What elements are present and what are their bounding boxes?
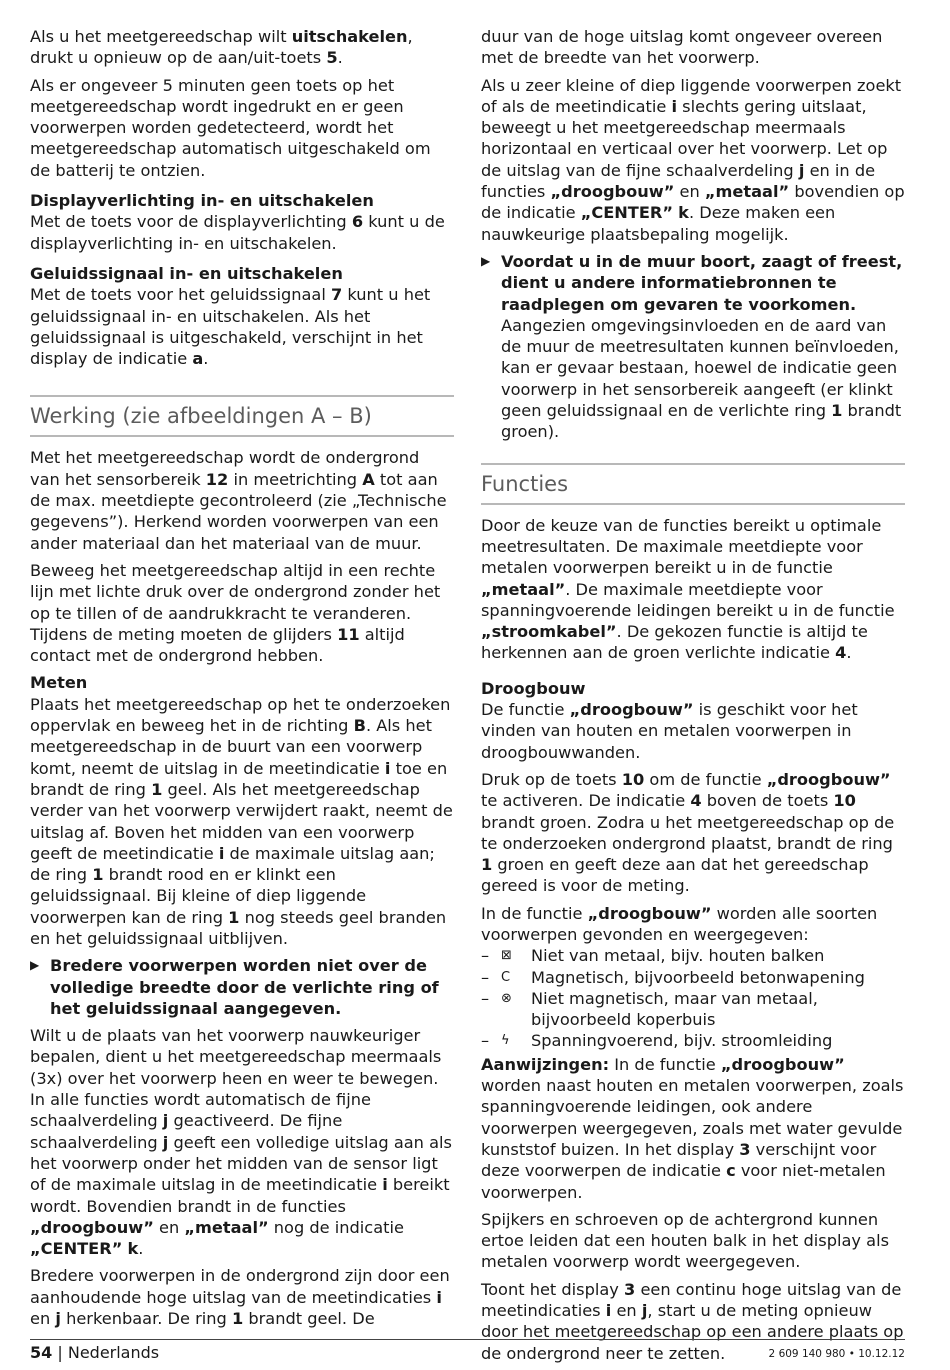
heading-droogbouw: Droogbouw	[481, 678, 586, 698]
paragraph-droogbouw-geschikt: De functie „droogbouw” is geschikt voor het vinden van houten en metalen voorwerpen in droogbouwwanden.	[481, 700, 858, 762]
list-item: – ⊠ Niet van metaal, bijv. houten balken	[481, 946, 825, 966]
live-wire-icon: ϟ	[501, 1033, 510, 1049]
section-werking	[30, 395, 454, 437]
paragraph-duur: duur van de hoge uitslag komt ongeveer overeen met de breedte van het voorwerp.	[481, 27, 883, 68]
footer-separator: |	[57, 1343, 63, 1362]
paragraph-werking-intro: Met het meetgereedschap wordt de ondergrond van het sensorbereik 12 in meetrichting A tot aan de max. meetdiepte gecontroleerd (zie „Technische gegevens”). Herkend worden voorwerpen van een ander materiaal dan het materiaal van de muur.	[30, 448, 447, 553]
section-functies	[481, 463, 905, 505]
list-item: – C Magnetisch, bijvoorbeeld betonwapening	[481, 967, 865, 987]
paragraph-kleine-voorwerpen: Als u zeer kleine of diep liggende voorwerpen zoekt of als de meetindicatie i slechts gering uitslaat, beweegt u het meetgereedschap meermaals horizontaal en verticaal over het voorwerp. Let op de uitslag van de fijne schaalverdeling j en in de functies „droogbouw” en „metaal” bovendien op de indicatie „CENTER” k. Deze maken een nauwkeurige plaatsbepaling mogelijk.	[481, 75, 905, 244]
paragraph-continu-hoge-uitslag: Toont het display 3 een continu hoge uitslag van de meetindicaties i en j, start u de meting opnieuw door het meetgereedschap op een andere plaats op de ondergrond neer te zetten.	[481, 1279, 904, 1363]
non-metal-icon: ⊠	[501, 948, 512, 964]
paragraph-displayverlichting: Met de toets voor de displayverlichting 6 kunt u de displayverlichting in- en uitschakelen.	[30, 212, 445, 253]
footer-page-info	[30, 1343, 159, 1363]
heading-geluidssignaal: Geluidssignaal in- en uitschakelen	[30, 263, 343, 283]
object-type-list	[481, 945, 905, 1051]
paragraph-functies-intro: Door de keuze van de functies bereikt u optimale meetresultaten. De maximale meetdiepte voor metalen voorwerpen bereikt u in de functie „metaal”. De maximale meetdiepte voor spanningvoerende leidingen bereikt u in de functie „stroomkabel”. De gekozen functie is altijd te herkennen aan de groen verlichte indicatie 4.	[481, 515, 895, 663]
list-item: – ϟ Spanningvoerend, bijv. stroomleiding	[481, 1031, 833, 1051]
paragraph-aanwijzingen: Aanwijzingen: In de functie „droogbouw” worden naast houten en metalen voorwerpen, zoals spanningvoerende leidingen, ook andere voorwerpen weergegeven, zoals met water gevulde kunststof buizen. In het display 3 verschijnt voor deze voorwerpen de indicatie c voor niet-metalen voorwerpen.	[481, 1054, 904, 1202]
paragraph-droogbouw-soorten: In de functie „droogbouw” worden alle soorten voorwerpen gevonden en weergegeven:	[481, 903, 878, 944]
section-title-werking: Werking (zie afbeeldingen A – B)	[30, 404, 372, 429]
heading-meten: Meten	[30, 673, 88, 693]
heading-displayverlichting: Displayverlichting in- en uitschakelen	[30, 191, 374, 211]
page-number: 54	[30, 1343, 53, 1362]
paragraph-auto-off: Als er ongeveer 5 minuten geen toets op het meetgereedschap wordt ingedrukt en er geen voorwerpen worden gedetecteerd, wordt het meetgereedschap automatisch uitgeschakeld om de batterij te ontzien.	[30, 75, 431, 180]
section-title-functies: Functies	[481, 471, 569, 496]
paragraph-bewegen: Beweeg het meetgereedschap altijd in een rechte lijn met lichte druk over de ondergrond zonder het op te tillen of de aandrukkracht te veranderen. Tijdens de meting moeten de glijders 11 altijd contact met de ondergrond hebben.	[30, 560, 441, 666]
paragraph-spijkers: Spijkers en schroeven op de achtergrond kunnen ertoe leiden dat een houten balk in het display als metalen voorwerp wordt weergegeven.	[481, 1209, 890, 1272]
right-column	[481, 26, 905, 1370]
arrow-icon: ▶	[481, 253, 491, 268]
paragraph-bredere: Bredere voorwerpen in de ondergrond zijn door een aanhoudende hoge uitslag van de meetindicaties i en j herkenbaar. De ring 1 brandt geel. De	[30, 1266, 450, 1329]
warning-bredere-voorwerpen: ▶ Bredere voorwerpen worden niet over de volledige breedte door de verlichte ring of het geluidssignaal aangegeven.	[30, 956, 439, 1018]
magnetic-icon: C	[501, 969, 511, 985]
paragraph-meten: Plaats het meetgereedschap op het te onderzoeken oppervlak en beweeg het in de richting B. Als het meetgereedschap in de buurt van een voorwerp komt, neemt de uitslag in de meetindicatie i toe en brandt de ring 1 geel. Als het meetgereedschap verder van het voorwerp verwijdert raakt, neemt de uitslag af. Boven het midden van een voorwerp geeft de meetindicatie i de maximale uitslag aan; de ring 1 brandt rood en er klinkt een geluidssignaal. Bij kleine of diep liggende voorwerpen kan de ring 1 nog steeds geel branden en het geluidssignaal uitblijven.	[30, 694, 453, 948]
paragraph-nauwkeuriger: Wilt u de plaats van het voorwerp nauwkeuriger bepalen, dient u het meetgereedschap meermaals (3x) over het voorwerp heen en weer te bewegen. In alle functies wordt automatisch de fijne schaalverdeling j geactiveerd. De fijne schaalverdeling j geeft een volledige uitslag aan als het voorwerp onder het midden van de sensor ligt of de maximale uitslag in de meetindicatie i bereikt wordt. Bovendien brandt in de functies „droogbouw” en „metaal” nog de indicatie „CENTER” k.	[30, 1026, 452, 1259]
paragraph-droogbouw-activeren: Druk op de toets 10 om de functie „droogbouw” te activeren. De indicatie 4 boven de toets 10 brandt groen. Zodra u het meetgereedschap op de te onderzoeken ondergrond plaatst, brandt de ring 1 groen en geeft deze aan dat het gereedschap gereed is voor de meting.	[481, 769, 895, 896]
footer-divider	[30, 1339, 905, 1340]
footer-docref: 2 609 140 980 • 10.12.12	[768, 1348, 905, 1360]
paragraph-uitschakelen: Als u het meetgereedschap wilt uitschakelen, drukt u opnieuw op de aan/uit-toets 5.	[30, 27, 413, 68]
arrow-icon: ▶	[30, 958, 40, 973]
left-column	[30, 26, 454, 1335]
list-item: – ⊗ Niet magnetisch, maar van metaal, bijvoorbeeld koperbuis	[481, 988, 818, 1030]
paragraph-geluidssignaal: Met de toets voor het geluidssignaal 7 kunt u het geluidssignaal in- en uitschakelen. Als het geluidssignaal is uitgeschakeld, verschijnt in het display de indicatie a.	[30, 285, 431, 369]
non-magnetic-metal-icon: ⊗	[501, 990, 512, 1006]
warning-boren: ▶ Voordat u in de muur boort, zaagt of freest, dient u andere informatiebronnen te raadplegen om gevaren te voorkomen. Aangezien omgevingsinvloeden en de aard van de muur de meetresultaten kunnen beïnvloeden, kan er gevaar bestaan, hoewel de indicatie geen voorwerp in het sensorbereik aangeeft (er klinkt geen geluidssignaal en de verlichte ring 1 brandt groen).	[481, 251, 903, 442]
footer-language: Nederlands	[67, 1343, 160, 1362]
